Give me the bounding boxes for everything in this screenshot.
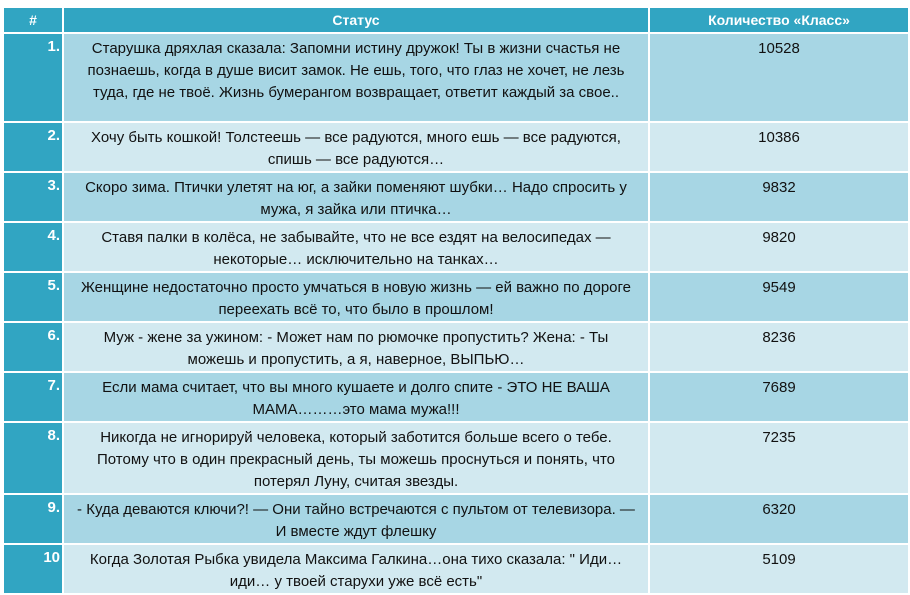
row-number: 4. bbox=[3, 222, 63, 272]
row-number: 10 bbox=[3, 544, 63, 594]
row-number: 7. bbox=[3, 372, 63, 422]
row-number: 8. bbox=[3, 422, 63, 494]
like-count: 10528 bbox=[649, 33, 909, 122]
status-text: Муж - жене за ужином: - Может нам по рюмочке пропустить? Жена: - Ты можешь и пропустить, а я, наверное, ВЫПЬЮ… bbox=[63, 322, 649, 372]
table-row bbox=[3, 172, 909, 222]
header-num[interactable]: # bbox=[3, 7, 63, 33]
like-count: 9820 bbox=[649, 222, 909, 272]
like-count: 9832 bbox=[649, 172, 909, 222]
status-text: Скоро зима. Птички улетят на юг, а зайки поменяют шубки… Надо спросить у мужа, я зайка или птичка… bbox=[63, 172, 649, 222]
like-count: 6320 bbox=[649, 494, 909, 544]
row-number: 6. bbox=[3, 322, 63, 372]
like-count: 7689 bbox=[649, 372, 909, 422]
status-text: - Куда деваются ключи?! — Они тайно встречаются с пультом от телевизора. — И вместе ждут флешку bbox=[63, 494, 649, 544]
header-status[interactable]: Статус bbox=[63, 7, 649, 33]
row-number: 3. bbox=[3, 172, 63, 222]
status-text: Ставя палки в колёса, не забывайте, что не все ездят на велосипедах — некоторые… исключительно на танках… bbox=[63, 222, 649, 272]
table-row bbox=[3, 222, 909, 272]
status-text: Никогда не игнорируй человека, который заботится больше всего о тебе. Потому что в один прекрасный день, ты можешь проснуться и понять, что потерял Луну, считая звезды. bbox=[63, 422, 649, 494]
like-count: 8236 bbox=[649, 322, 909, 372]
table-row bbox=[3, 494, 909, 544]
status-text: Женщине недостаточно просто умчаться в новую жизнь — ей важно по дороге переехать всё то, что было в прошлом! bbox=[63, 272, 649, 322]
like-count: 10386 bbox=[649, 122, 909, 172]
table-row bbox=[3, 33, 909, 122]
like-count: 5109 bbox=[649, 544, 909, 594]
status-text: Если мама считает, что вы много кушаете и долго спите - ЭТО НЕ ВАША МАМА………это мама мужа!!! bbox=[63, 372, 649, 422]
table-row bbox=[3, 272, 909, 322]
like-count: 7235 bbox=[649, 422, 909, 494]
table-row bbox=[3, 544, 909, 594]
table-row bbox=[3, 322, 909, 372]
table-row bbox=[3, 122, 909, 172]
row-number: 9. bbox=[3, 494, 63, 544]
header-count[interactable]: Количество «Класс» bbox=[649, 7, 909, 33]
table-row bbox=[3, 422, 909, 494]
row-number: 1. bbox=[3, 33, 63, 122]
header-row bbox=[3, 7, 909, 33]
like-count: 9549 bbox=[649, 272, 909, 322]
status-text: Хочу быть кошкой! Толстеешь — все радуются, много ешь — все радуются, спишь — все радуются… bbox=[63, 122, 649, 172]
status-table bbox=[2, 6, 910, 595]
status-text: Старушка дряхлая сказала: Запомни истину дружок! Ты в жизни счастья не познаешь, когда в душе висит замок. Не ешь, того, что глаз не хочет, не лезь туда, где не твоё. Жизнь бумерангом возвращает, ответит каждый за свое.. bbox=[63, 33, 649, 122]
status-text: Когда Золотая Рыбка увидела Максима Галкина…она тихо сказала: " Иди…иди… у твоей старухи уже всё есть" bbox=[63, 544, 649, 594]
row-number: 2. bbox=[3, 122, 63, 172]
row-number: 5. bbox=[3, 272, 63, 322]
table-row bbox=[3, 372, 909, 422]
